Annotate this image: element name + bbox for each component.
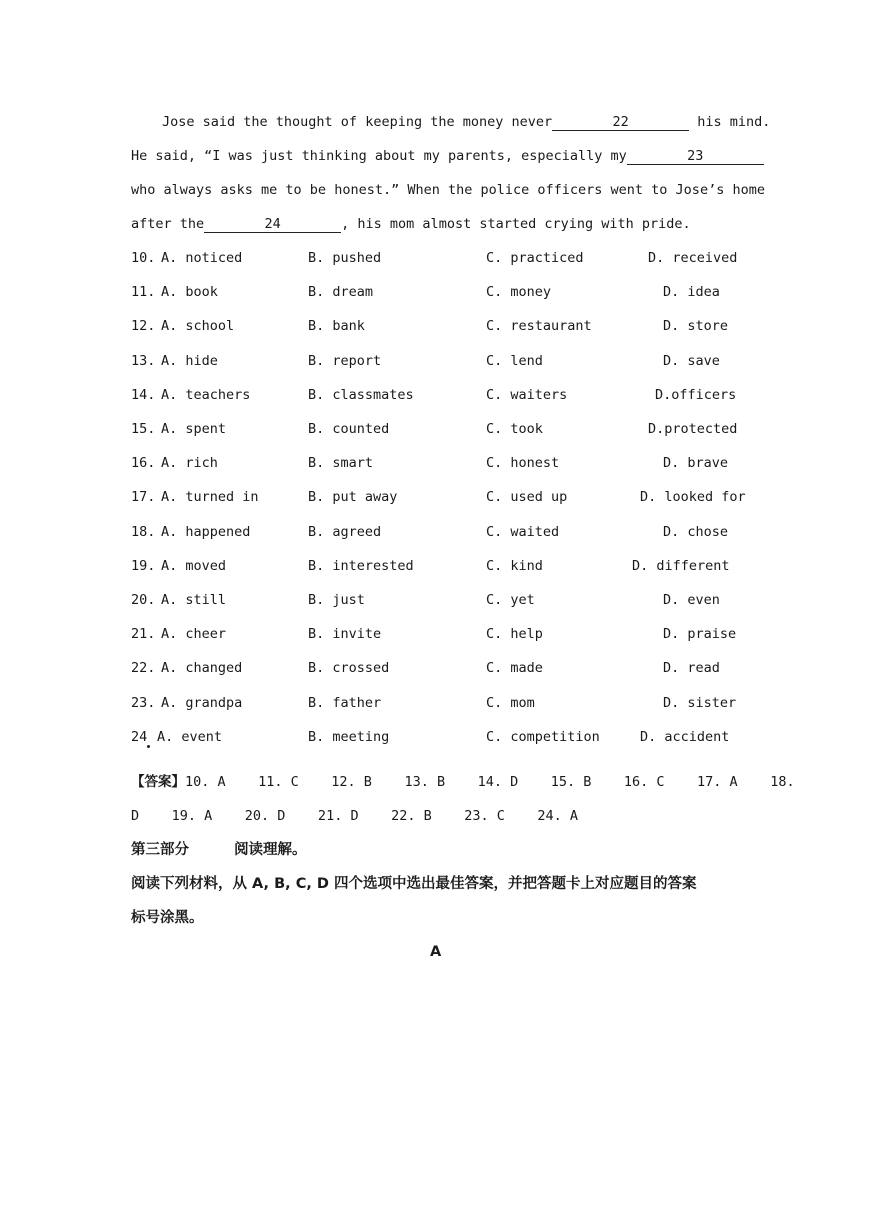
option-d: D. praise <box>663 626 737 642</box>
question-number: 12. <box>131 318 156 334</box>
option-b: B. pushed <box>308 250 382 266</box>
option-b: B. put away <box>308 489 398 505</box>
option-a: A. school <box>161 318 235 334</box>
option-a: A. spent <box>161 421 227 437</box>
part-label <box>430 943 441 961</box>
option-b: B. counted <box>308 421 390 437</box>
question-number: 14. <box>131 387 156 403</box>
option-c: C. waited <box>486 524 560 540</box>
option-d: D. accident <box>640 729 730 745</box>
instruction-line-1 <box>131 875 696 893</box>
answer-text: D 19. A 20. D 21. D 22. B 23. C 24. A <box>131 808 579 824</box>
option-d: D. store <box>663 318 729 334</box>
option-c: C. help <box>486 626 543 642</box>
passage-text: his mind. <box>689 114 771 130</box>
option-a: A. event <box>157 729 223 745</box>
blank-23: 23 <box>627 149 764 165</box>
option-a: A. cheer <box>161 626 227 642</box>
passage-line-4 <box>131 215 691 233</box>
option-c: C. took <box>486 421 543 437</box>
option-a: A. teachers <box>161 387 251 403</box>
option-c: C. lend <box>486 353 543 369</box>
option-a: A. rich <box>161 455 218 471</box>
question-number: 19. <box>131 558 156 574</box>
option-a: A. book <box>161 284 218 300</box>
instruction-text: 标号涂黑。 <box>131 910 204 926</box>
question-number: 22. <box>131 660 156 676</box>
passage-text: after the <box>131 216 205 232</box>
option-d: D. different <box>632 558 730 574</box>
section-title <box>131 841 307 859</box>
option-d: D. received <box>648 250 738 266</box>
option-d: D. even <box>663 592 720 608</box>
question-number: 21. <box>131 626 156 642</box>
option-d: D. idea <box>663 284 720 300</box>
option-c: C. yet <box>486 592 535 608</box>
option-c: C. kind <box>486 558 543 574</box>
option-b: B. invite <box>308 626 382 642</box>
option-c: C. competition <box>486 729 600 745</box>
option-a: A. grandpa <box>161 695 243 711</box>
question-number: 18. <box>131 524 156 540</box>
passage-text: He said, “I was just thinking about my parents, especially my <box>131 148 627 164</box>
answer-line-1 <box>131 773 795 791</box>
option-b: B. dream <box>308 284 374 300</box>
option-d: D. save <box>663 353 720 369</box>
answer-text: 10. A 11. C 12. B 13. B 14. D 15. B 16. C 17. A 18. <box>185 774 795 790</box>
option-c: C. waiters <box>486 387 568 403</box>
option-b: B. interested <box>308 558 414 574</box>
option-d: D. brave <box>663 455 729 471</box>
option-d: D. read <box>663 660 720 676</box>
instruction-text: 阅读下列材料，从 A, B, C, D 四个选项中选出最佳答案，并把答题卡上对应题目的答案 <box>131 876 697 892</box>
option-c: C. money <box>486 284 552 300</box>
question-number: 23. <box>131 695 156 711</box>
option-c: C. made <box>486 660 543 676</box>
option-b: B. smart <box>308 455 374 471</box>
option-d: D.protected <box>648 421 738 437</box>
option-b: B. just <box>308 592 365 608</box>
option-b: B. father <box>308 695 382 711</box>
option-a: A. still <box>161 592 227 608</box>
option-a: A. changed <box>161 660 243 676</box>
section-title-text: 第三部分 <box>131 842 189 858</box>
answer-label: 【答案】 <box>131 774 185 790</box>
question-number: 11. <box>131 284 156 300</box>
option-c: C. mom <box>486 695 535 711</box>
question-number: 16. <box>131 455 156 471</box>
option-b: B. bank <box>308 318 365 334</box>
passage-line-2 <box>131 147 764 165</box>
option-b: B. report <box>308 353 382 369</box>
option-d: D.officers <box>655 387 737 403</box>
passage-line-1 <box>162 113 770 131</box>
question-number: 24 <box>131 729 148 745</box>
option-d: D. looked for <box>640 489 746 505</box>
passage-text: Jose said the thought of keeping the money never <box>162 114 553 130</box>
option-d: D. sister <box>663 695 737 711</box>
option-d: D. chose <box>663 524 729 540</box>
option-b: B. agreed <box>308 524 382 540</box>
question-number: 20. <box>131 592 156 608</box>
option-c: C. practiced <box>486 250 584 266</box>
option-a: A. noticed <box>161 250 243 266</box>
option-c: C. restaurant <box>486 318 592 334</box>
option-c: C. used up <box>486 489 568 505</box>
blank-22: 22 <box>552 115 689 131</box>
option-b: B. meeting <box>308 729 390 745</box>
option-c: C. honest <box>486 455 560 471</box>
answer-line-2 <box>131 807 578 825</box>
passage-line-3 <box>131 181 765 199</box>
question-number: 10. <box>131 250 156 266</box>
option-b: B. crossed <box>308 660 390 676</box>
blank-24: 24 <box>204 217 341 233</box>
part-label-text: A <box>430 944 442 960</box>
option-a: A. happened <box>161 524 251 540</box>
option-b: B. classmates <box>308 387 414 403</box>
instruction-line-2 <box>131 909 204 927</box>
option-a: A. moved <box>161 558 227 574</box>
stray-dot <box>147 745 150 748</box>
option-a: A. turned in <box>161 489 259 505</box>
passage-text: , his mom almost started crying with pride. <box>341 216 691 232</box>
section-subtitle: 阅读理解。 <box>234 842 307 858</box>
question-number: 15. <box>131 421 156 437</box>
question-number: 13. <box>131 353 156 369</box>
question-number: 17. <box>131 489 156 505</box>
option-a: A. hide <box>161 353 218 369</box>
passage-text: who always asks me to be honest.” When the police officers went to Jose’s home <box>131 182 765 198</box>
